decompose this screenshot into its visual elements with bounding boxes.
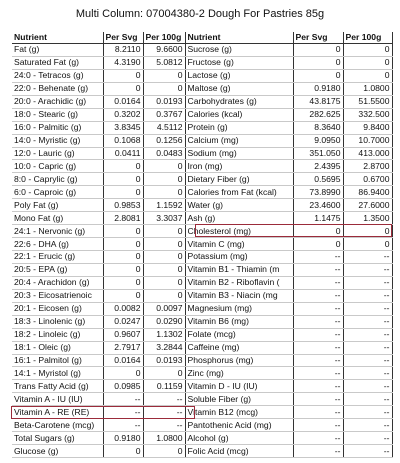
per-100g-value-right: --	[343, 380, 392, 393]
per-100g-value-right: 332.500	[343, 108, 392, 121]
nutrient-name-left: 8:0 - Caprylic (g)	[12, 173, 103, 186]
per-100g-value-right: --	[343, 251, 392, 264]
table-row	[12, 263, 392, 276]
nutrient-name-right: Water (g)	[185, 199, 293, 212]
per-serving-value-left: 0.9607	[103, 328, 143, 341]
per-100g-value-left: 9.6600	[143, 44, 185, 57]
per-serving-value-right: --	[293, 263, 343, 276]
per-100g-value-left: 0	[143, 82, 185, 95]
nutrient-name-left: 20:1 - Eicosen (g)	[12, 302, 103, 315]
per-serving-value-left: 0	[103, 367, 143, 380]
nutrient-name-right: Iron (mg)	[185, 160, 293, 173]
nutrient-name-left: Total Sugars (g)	[12, 432, 103, 445]
per-serving-value-right: 9.0950	[293, 134, 343, 147]
nutrient-name-left: 22:0 - Behenate (g)	[12, 82, 103, 95]
per-serving-value-left: 0	[103, 263, 143, 276]
nutrient-name-left: 24:1 - Nervonic (g)	[12, 225, 103, 238]
nutrient-name-right: Vitamin B12 (mcg)	[185, 406, 293, 419]
header-per-serving-left: Per Svg	[103, 32, 143, 44]
per-100g-value-left: 0	[143, 225, 185, 238]
nutrient-name-left: 14:0 - Myristic (g)	[12, 134, 103, 147]
per-100g-value-right: 27.6000	[343, 199, 392, 212]
table-row	[12, 173, 392, 186]
per-serving-value-left: 0.0985	[103, 380, 143, 393]
table-row	[12, 186, 392, 199]
per-serving-value-left: 0	[103, 173, 143, 186]
table-row	[12, 276, 392, 289]
per-serving-value-right: 8.3640	[293, 121, 343, 134]
per-100g-value-left: 0.1159	[143, 380, 185, 393]
table-row	[12, 251, 392, 264]
per-serving-value-right: --	[293, 419, 343, 432]
nutrient-name-right: Vitamin D - IU (IU)	[185, 380, 293, 393]
nutrient-name-left: 20:0 - Arachidic (g)	[12, 95, 103, 108]
per-serving-value-left: 8.2110	[103, 44, 143, 57]
table-row	[12, 432, 392, 445]
table-row	[12, 367, 392, 380]
nutrient-name-right: Fructose (g)	[185, 56, 293, 69]
table-row	[12, 419, 392, 432]
nutrient-name-right: Maltose (g)	[185, 82, 293, 95]
per-serving-value-right: 23.4600	[293, 199, 343, 212]
nutrient-name-left: 16:0 - Palmitic (g)	[12, 121, 103, 134]
nutrient-name-left: Beta-Carotene (mcg)	[12, 419, 103, 432]
nutrient-name-right: Carbohydrates (g)	[185, 95, 293, 108]
per-serving-value-left: 0	[103, 289, 143, 302]
per-100g-value-left: 1.0800	[143, 432, 185, 445]
table-row	[12, 121, 392, 134]
per-100g-value-left: 3.3037	[143, 212, 185, 225]
nutrient-name-left: Mono Fat (g)	[12, 212, 103, 225]
nutrient-name-right: Folate (mcg)	[185, 328, 293, 341]
nutrient-name-right: Zinc (mg)	[185, 367, 293, 380]
per-serving-value-right: 0.9180	[293, 82, 343, 95]
per-100g-value-right: --	[343, 263, 392, 276]
per-serving-value-right: 282.625	[293, 108, 343, 121]
nutrient-name-right: Lactose (g)	[185, 69, 293, 82]
nutrient-name-left: 18:3 - Linolenic (g)	[12, 315, 103, 328]
per-100g-value-right: 10.7000	[343, 134, 392, 147]
per-100g-value-left: 0	[143, 238, 185, 251]
per-serving-value-left: 2.8081	[103, 212, 143, 225]
per-100g-value-right: --	[343, 276, 392, 289]
per-serving-value-left: 0.1068	[103, 134, 143, 147]
table-row	[12, 238, 392, 251]
per-serving-value-left: 0.0082	[103, 302, 143, 315]
per-100g-value-left: 4.5112	[143, 121, 185, 134]
nutrient-name-right: Sucrose (g)	[185, 44, 293, 57]
table-row	[12, 199, 392, 212]
per-100g-value-right: 1.0800	[343, 82, 392, 95]
per-100g-value-right: --	[343, 289, 392, 302]
table-row	[12, 445, 392, 458]
table-row	[12, 147, 392, 160]
per-serving-value-right: --	[293, 445, 343, 458]
nutrient-name-right: Calcium (mg)	[185, 134, 293, 147]
nutrient-name-right: Cholesterol (mg)	[185, 225, 293, 238]
per-100g-value-left: 0.0097	[143, 302, 185, 315]
per-serving-value-left: 0	[103, 186, 143, 199]
per-serving-value-right: --	[293, 367, 343, 380]
per-100g-value-right: --	[343, 341, 392, 354]
per-serving-value-right: --	[293, 341, 343, 354]
per-serving-value-left: --	[103, 393, 143, 406]
per-100g-value-left: 0	[143, 367, 185, 380]
per-100g-value-right: --	[343, 406, 392, 419]
nutrient-name-left: 6:0 - Caproic (g)	[12, 186, 103, 199]
per-serving-value-right: 43.8175	[293, 95, 343, 108]
per-100g-value-right: --	[343, 393, 392, 406]
per-100g-value-left: --	[143, 419, 185, 432]
table-row	[12, 69, 392, 82]
nutrient-name-right: Alcohol (g)	[185, 432, 293, 445]
per-serving-value-right: --	[293, 328, 343, 341]
per-serving-value-right: 1.1475	[293, 212, 343, 225]
table-header-row	[12, 32, 392, 44]
per-serving-value-left: 0	[103, 225, 143, 238]
per-100g-value-right: --	[343, 354, 392, 367]
per-100g-value-right: 0	[343, 56, 392, 69]
per-serving-value-left: 0.3202	[103, 108, 143, 121]
per-serving-value-right: --	[293, 315, 343, 328]
per-serving-value-left: 2.7917	[103, 341, 143, 354]
per-serving-value-right: --	[293, 406, 343, 419]
per-100g-value-left: 0.0483	[143, 147, 185, 160]
nutrient-name-right: Magnesium (mg)	[185, 302, 293, 315]
table-row	[12, 108, 392, 121]
per-100g-value-right: 2.8700	[343, 160, 392, 173]
table-row	[12, 302, 392, 315]
per-serving-value-left: 0.0411	[103, 147, 143, 160]
nutrient-name-right: Vitamin B1 - Thiamin (m	[185, 263, 293, 276]
table-row	[12, 380, 392, 393]
per-100g-value-right: 86.9400	[343, 186, 392, 199]
per-serving-value-left: 0.0164	[103, 354, 143, 367]
per-serving-value-right: --	[293, 251, 343, 264]
per-serving-value-right: --	[293, 393, 343, 406]
per-100g-value-left: 0	[143, 251, 185, 264]
per-serving-value-right: --	[293, 276, 343, 289]
per-100g-value-left: 1.1302	[143, 328, 185, 341]
per-serving-value-left: 0.0164	[103, 95, 143, 108]
header-per-serving-right: Per Svg	[293, 32, 343, 44]
per-serving-value-right: 73.8990	[293, 186, 343, 199]
per-100g-value-right: 0.6700	[343, 173, 392, 186]
table-row	[12, 315, 392, 328]
per-serving-value-right: 351.050	[293, 147, 343, 160]
per-serving-value-left: 0	[103, 276, 143, 289]
nutrient-name-left: 10:0 - Capric (g)	[12, 160, 103, 173]
nutrient-name-left: 18:1 - Oleic (g)	[12, 341, 103, 354]
nutrient-name-left: 14:1 - Myristol (g)	[12, 367, 103, 380]
nutrient-table	[12, 32, 393, 458]
per-100g-value-left: 0.3767	[143, 108, 185, 121]
nutrient-name-right: Caffeine (mg)	[185, 341, 293, 354]
per-serving-value-right: 0	[293, 238, 343, 251]
table-row	[12, 289, 392, 302]
per-100g-value-left: 0.1256	[143, 134, 185, 147]
per-100g-value-right: 0	[343, 238, 392, 251]
nutrient-name-left: Trans Fatty Acid (g)	[12, 380, 103, 393]
table-row	[12, 44, 392, 57]
nutrient-name-left: Glucose (g)	[12, 445, 103, 458]
per-100g-value-right: --	[343, 419, 392, 432]
table-row	[12, 225, 392, 238]
nutrient-name-right: Dietary Fiber (g)	[185, 173, 293, 186]
table-row	[12, 354, 392, 367]
per-serving-value-left: 0	[103, 238, 143, 251]
per-serving-value-left: 0	[103, 69, 143, 82]
nutrient-name-right: Folic Acid (mcg)	[185, 445, 293, 458]
per-serving-value-right: 0	[293, 56, 343, 69]
per-serving-value-right: --	[293, 302, 343, 315]
per-serving-value-right: 0	[293, 44, 343, 57]
per-100g-value-right: --	[343, 315, 392, 328]
per-serving-value-left: 4.3190	[103, 56, 143, 69]
per-100g-value-right: 0	[343, 225, 392, 238]
per-serving-value-right: 2.4395	[293, 160, 343, 173]
per-100g-value-left: 0	[143, 186, 185, 199]
nutrient-name-left: Poly Fat (g)	[12, 199, 103, 212]
per-serving-value-left: 0	[103, 160, 143, 173]
nutrient-name-right: Potassium (mg)	[185, 251, 293, 264]
per-100g-value-right: 413.000	[343, 147, 392, 160]
nutrient-name-left: Fat (g)	[12, 44, 103, 57]
per-100g-value-right: --	[343, 367, 392, 380]
nutrient-name-left: 18:0 - Stearic (g)	[12, 108, 103, 121]
nutrient-name-right: Vitamin C (mg)	[185, 238, 293, 251]
per-serving-value-left: 0.9853	[103, 199, 143, 212]
per-serving-value-right: --	[293, 354, 343, 367]
nutrient-name-left: 22:1 - Erucic (g)	[12, 251, 103, 264]
nutrient-name-left: 22:6 - DHA (g)	[12, 238, 103, 251]
per-serving-value-right: --	[293, 432, 343, 445]
per-100g-value-right: --	[343, 445, 392, 458]
per-100g-value-right: --	[343, 302, 392, 315]
table-row	[12, 95, 392, 108]
per-serving-value-left: 0	[103, 82, 143, 95]
nutrient-name-right: Vitamin B2 - Riboflavin (	[185, 276, 293, 289]
per-100g-value-left: 0	[143, 263, 185, 276]
per-100g-value-right: --	[343, 432, 392, 445]
nutrient-name-right: Vitamin B6 (mg)	[185, 315, 293, 328]
per-serving-value-left: 0.0247	[103, 315, 143, 328]
nutrient-name-left: Saturated Fat (g)	[12, 56, 103, 69]
per-100g-value-left: 0	[143, 289, 185, 302]
nutrient-name-right: Pantothenic Acid (mg)	[185, 419, 293, 432]
per-100g-value-left: 0.0193	[143, 95, 185, 108]
nutrient-name-right: Soluble Fiber (g)	[185, 393, 293, 406]
per-100g-value-left: 0	[143, 173, 185, 186]
table-row	[12, 56, 392, 69]
per-100g-value-left: 0.0290	[143, 315, 185, 328]
per-serving-value-right: --	[293, 380, 343, 393]
nutrient-name-left: 16:1 - Palmitol (g)	[12, 354, 103, 367]
per-100g-value-right: 9.8400	[343, 121, 392, 134]
nutrient-name-right: Calories (kcal)	[185, 108, 293, 121]
nutrient-name-right: Sodium (mg)	[185, 147, 293, 160]
per-100g-value-left: 0	[143, 160, 185, 173]
page-title: Multi Column: 07004380-2 Dough For Pastries 85g	[75, 8, 325, 20]
per-100g-value-left: 0	[143, 276, 185, 289]
nutrient-name-right: Phosphorus (mg)	[185, 354, 293, 367]
table-row	[12, 82, 392, 95]
per-100g-value-right: 0	[343, 69, 392, 82]
header-nutrient-right: Nutrient	[185, 32, 293, 44]
per-serving-value-left: 0	[103, 251, 143, 264]
per-100g-value-left: 1.1592	[143, 199, 185, 212]
table-row	[12, 341, 392, 354]
table-row	[12, 393, 392, 406]
per-serving-value-left: 0.9180	[103, 432, 143, 445]
per-serving-value-right: 0	[293, 69, 343, 82]
header-nutrient-left: Nutrient	[12, 32, 103, 44]
nutrient-name-left: Vitamin A - IU (IU)	[12, 393, 103, 406]
nutrient-name-right: Vitamin B3 - Niacin (mg	[185, 289, 293, 302]
per-100g-value-right: 1.3500	[343, 212, 392, 225]
per-serving-value-right: 0	[293, 225, 343, 238]
nutrient-name-right: Ash (g)	[185, 212, 293, 225]
table-row	[12, 406, 392, 419]
nutrient-name-right: Calories from Fat (kcal)	[185, 186, 293, 199]
per-serving-value-left: 3.8345	[103, 121, 143, 134]
per-100g-value-left: 3.2844	[143, 341, 185, 354]
nutrient-name-left: 20:4 - Arachidon (g)	[12, 276, 103, 289]
per-100g-value-left: 0	[143, 445, 185, 458]
per-100g-value-left: --	[143, 406, 185, 419]
per-100g-value-left: --	[143, 393, 185, 406]
table-row	[12, 328, 392, 341]
per-100g-value-left: 5.0812	[143, 56, 185, 69]
per-serving-value-left: 0	[103, 445, 143, 458]
nutrient-name-right: Protein (g)	[185, 121, 293, 134]
nutrient-name-left: 24:0 - Tetracos (g)	[12, 69, 103, 82]
per-serving-value-left: --	[103, 419, 143, 432]
per-100g-value-right: --	[343, 328, 392, 341]
per-100g-value-left: 0	[143, 69, 185, 82]
nutrient-name-left: Vitamin A - RE (RE)	[12, 406, 103, 419]
table-row	[12, 212, 392, 225]
per-serving-value-right: --	[293, 289, 343, 302]
header-per-100g-left: Per 100g	[143, 32, 185, 44]
table-row	[12, 134, 392, 147]
table-row	[12, 160, 392, 173]
nutrient-name-left: 20:3 - Eicosatrienoic	[12, 289, 103, 302]
per-100g-value-left: 0.0193	[143, 354, 185, 367]
per-serving-value-left: --	[103, 406, 143, 419]
per-100g-value-right: 51.5500	[343, 95, 392, 108]
nutrient-name-left: 18:2 - Linoleic (g)	[12, 328, 103, 341]
per-100g-value-right: 0	[343, 44, 392, 57]
header-per-100g-right: Per 100g	[343, 32, 392, 44]
nutrient-name-left: 12:0 - Lauric (g)	[12, 147, 103, 160]
per-serving-value-right: 0.5695	[293, 173, 343, 186]
nutrient-name-left: 20:5 - EPA (g)	[12, 263, 103, 276]
